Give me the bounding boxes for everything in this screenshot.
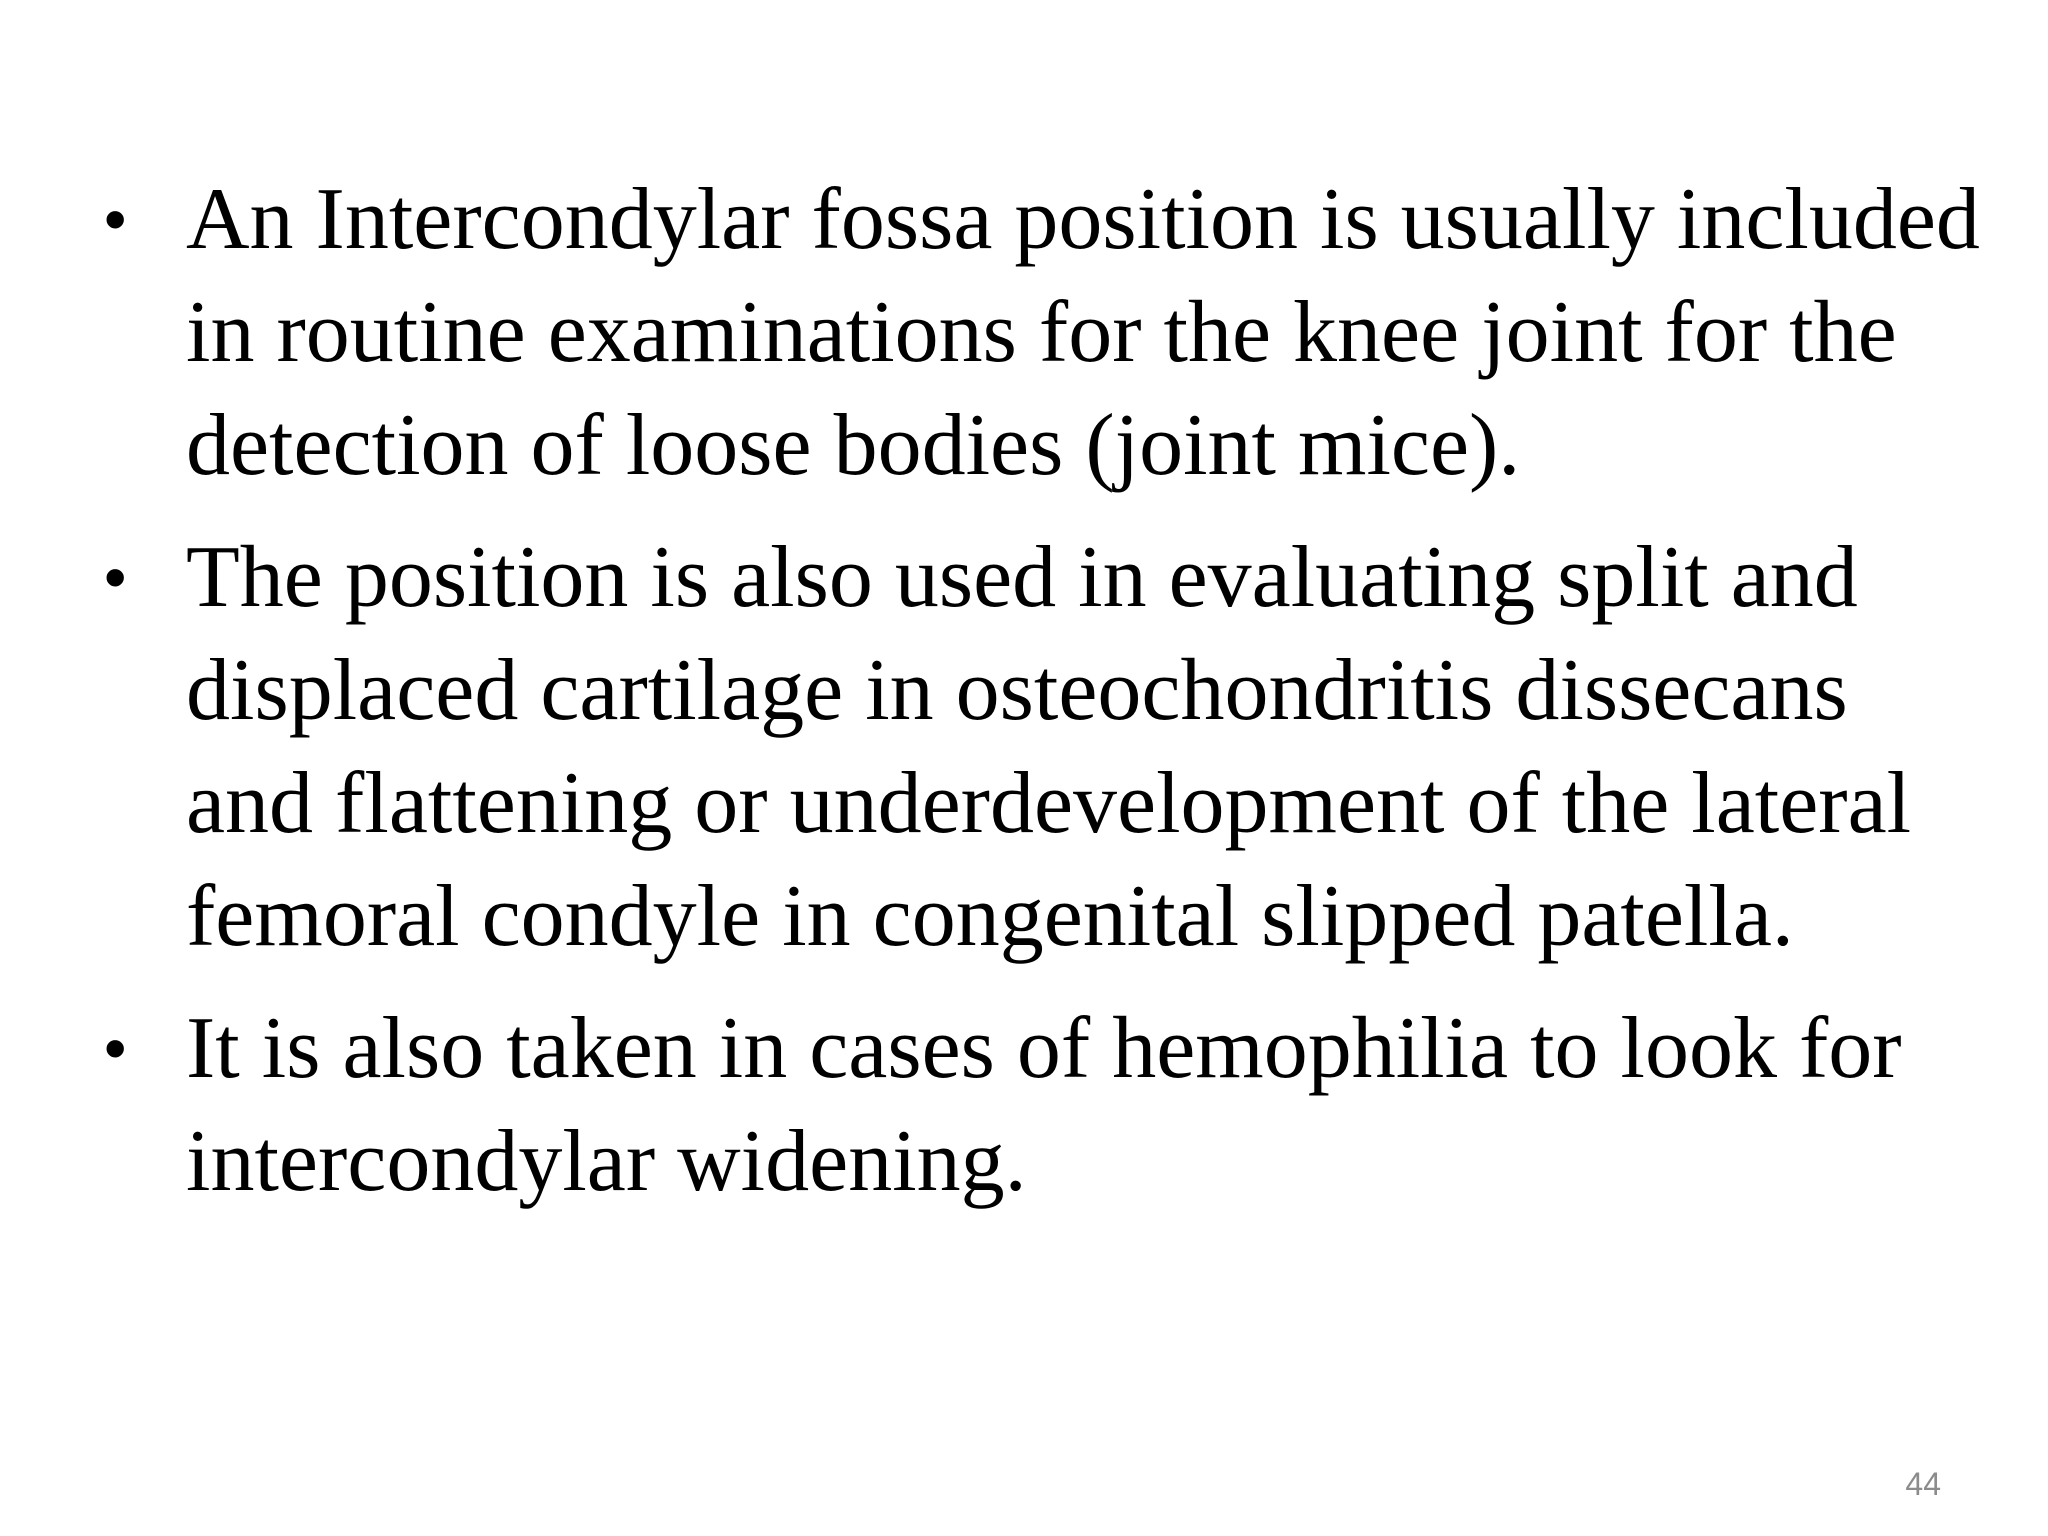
bullet-item-loose-bodies [104, 163, 1994, 502]
bullet-text: It is also taken in cases of hemophilia to look for intercondylar widening. [186, 1000, 1902, 1210]
bullet-marker: • [104, 183, 127, 255]
bullet-text: An Intercondylar fossa position is usually included in routine examinations for the knee joint for the detection of loose bodies (joint mice). [186, 171, 1980, 494]
bullet-text: The position is also used in evaluating split and displaced cartilage in osteochondritis dissecans and flattening or underdevelopment of the lateral femoral condyle in congenital slipped patella. [186, 529, 1912, 965]
bullet-marker: • [104, 541, 127, 613]
page-number: 44 [1905, 1466, 1941, 1502]
bullet-item-osteochondritis [104, 521, 1994, 973]
bullet-list [104, 163, 1994, 1237]
bullet-marker: • [104, 1012, 127, 1084]
bullet-item-hemophilia [104, 992, 1994, 1218]
